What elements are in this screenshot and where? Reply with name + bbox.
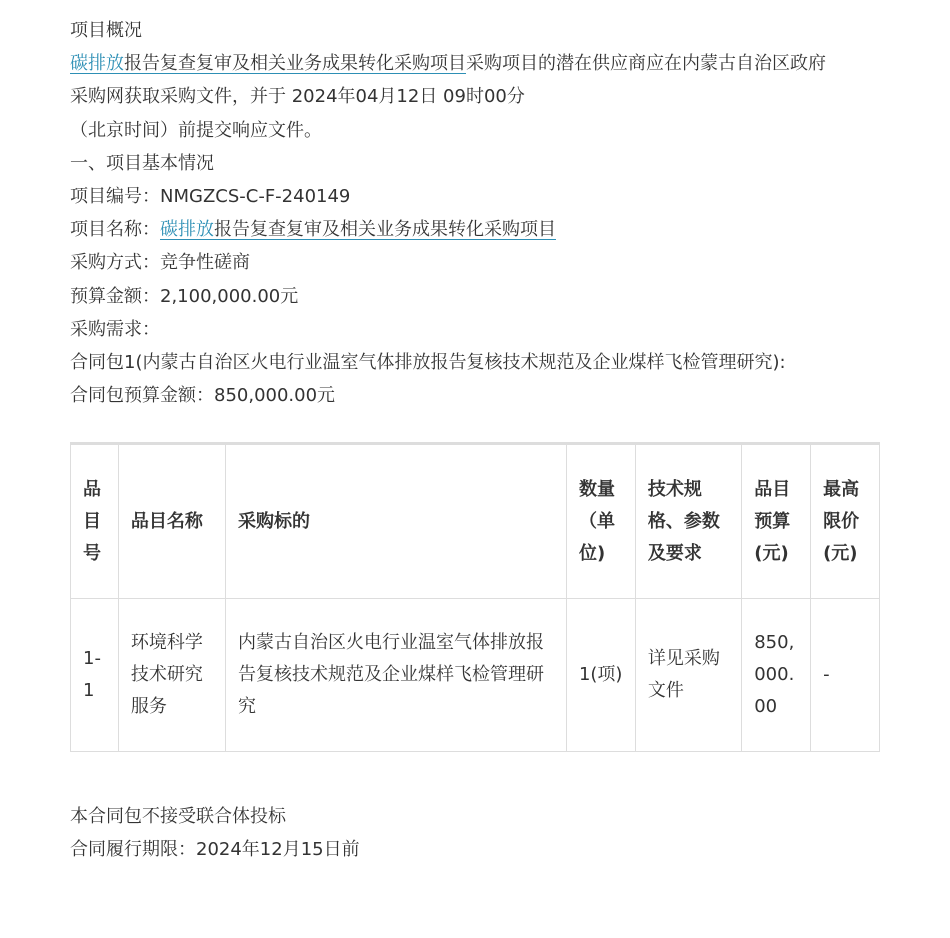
overview-intro-line1	[70, 47, 885, 80]
project-title-link[interactable]	[70, 53, 466, 74]
cell-item-name: 环境科学技术研究服务	[118, 599, 225, 752]
overview-title: 项目概况	[70, 20, 142, 41]
cell-spec: 详见采购文件	[635, 599, 741, 752]
header-item-budget: 品目预算(元)	[742, 444, 811, 599]
cell-quantity: 1(项)	[566, 599, 635, 752]
basic-info-heading: 一、项目基本情况	[70, 152, 214, 174]
overview-intro-tail: 采购项目的潜在供应商应在内蒙古自治区政府	[466, 53, 826, 75]
footer-section	[70, 800, 360, 866]
header-subject: 采购标的	[226, 444, 567, 599]
cell-item-budget: 850,000.00	[742, 599, 811, 752]
header-max-price: 最高限价(元)	[811, 444, 880, 599]
package-budget: 合同包预算金额：850,000.00元	[70, 385, 336, 407]
contract-package: 合同包1(内蒙古自治区火电行业温室气体排放报告复核技术规范及企业煤样飞检管理研究):	[70, 352, 786, 374]
contract-deadline: 合同履行期限：2024年12月15日前	[70, 839, 360, 861]
table-header-row	[71, 444, 880, 599]
cell-max-price: -	[811, 599, 880, 752]
project-title-rest: 报告复查复审及相关业务成果转化采购项目	[124, 53, 466, 75]
consortium-note: 本合同包不接受联合体投标	[70, 806, 286, 827]
items-table	[70, 442, 880, 752]
header-item-name: 品目名称	[118, 444, 225, 599]
header-spec: 技术规格、参数及要求	[635, 444, 741, 599]
procurement-method: 采购方式：竞争性磋商	[70, 252, 250, 274]
overview-intro-line2: 采购网获取采购文件，并于 2024年04月12日 09时00分	[70, 86, 525, 108]
cell-subject: 内蒙古自治区火电行业温室气体排放报告复核技术规范及企业煤样飞检管理研究	[226, 599, 567, 752]
overview-section	[70, 14, 885, 412]
header-quantity: 数量（单位)	[566, 444, 635, 599]
overview-intro-line3: （北京时间）前提交响应文件。	[70, 119, 322, 141]
carbon-keyword-link[interactable]: 碳排放	[70, 53, 124, 75]
project-name-label: 项目名称：	[70, 219, 160, 241]
procurement-demand: 采购需求：	[70, 318, 160, 340]
header-item-no: 品目号	[71, 444, 119, 599]
project-name-rest: 报告复查复审及相关业务成果转化采购项目	[214, 219, 556, 241]
table-row	[71, 599, 880, 752]
project-name-link[interactable]	[160, 219, 556, 240]
cell-item-no: 1-1	[71, 599, 119, 752]
project-number: 项目编号：NMGZCS-C-F-240149	[70, 186, 351, 208]
project-name-keyword[interactable]: 碳排放	[160, 219, 214, 241]
project-name-line	[70, 213, 885, 246]
budget-amount: 预算金额：2,100,000.00元	[70, 285, 299, 307]
